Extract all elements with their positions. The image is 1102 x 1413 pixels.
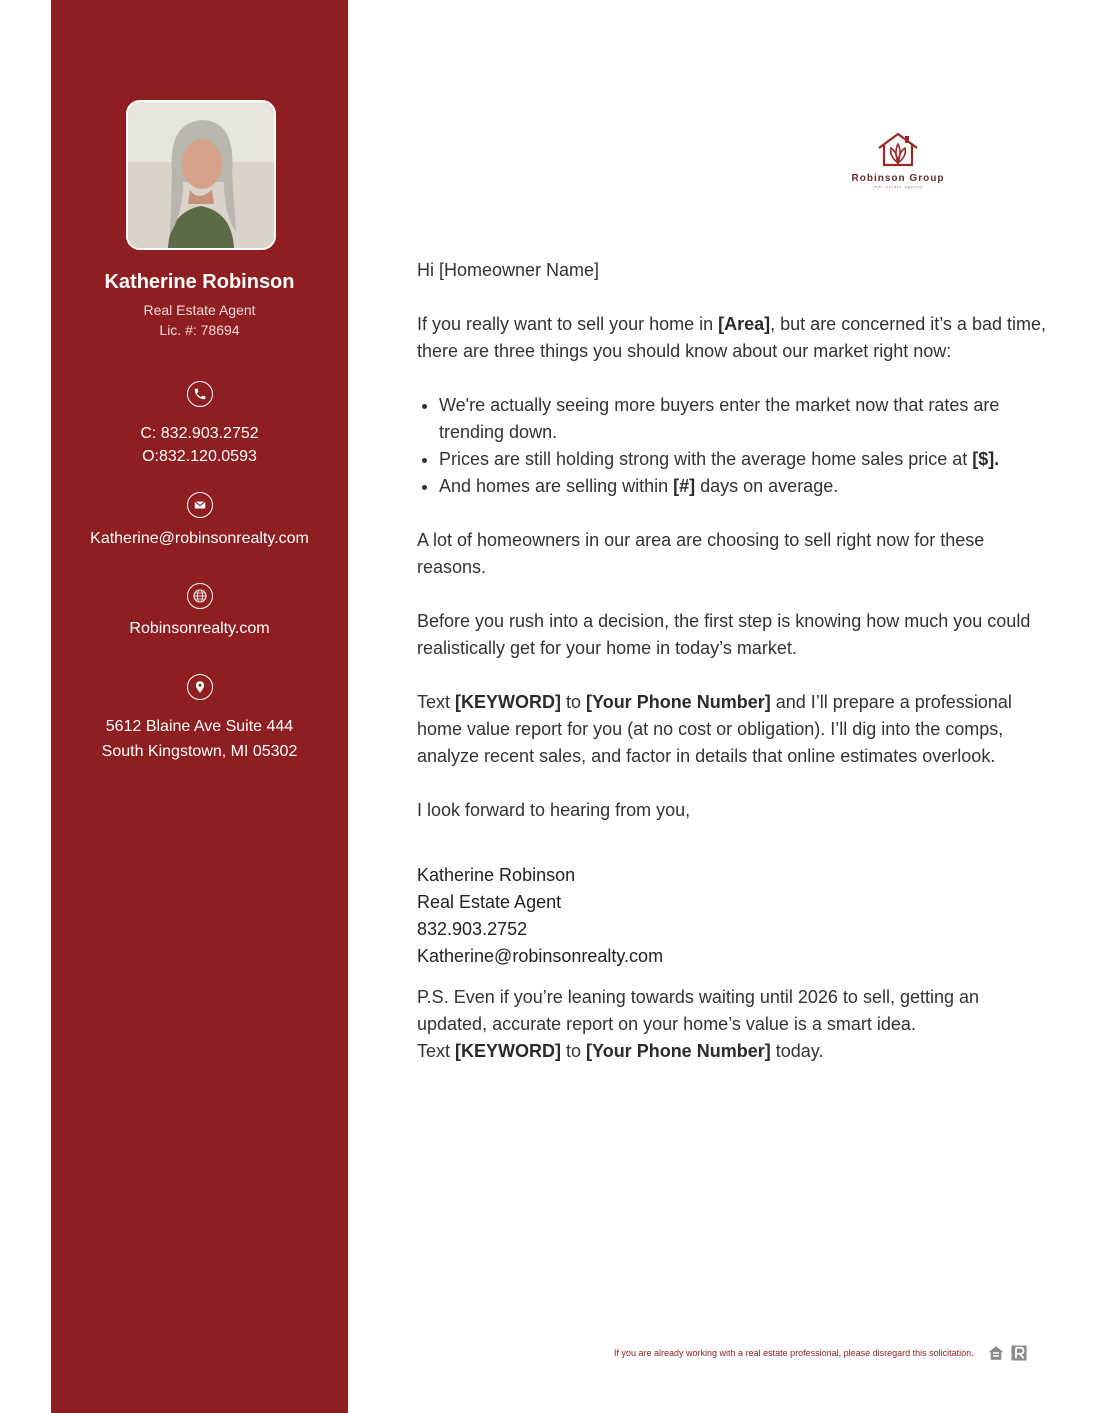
ps-keyword: [KEYWORD] [455, 1041, 562, 1061]
closing: I look forward to hearing from you, [417, 800, 691, 820]
agent-photo [126, 100, 276, 250]
equal-housing-icon [987, 1344, 1005, 1367]
logo-tagline: real estate agency [872, 184, 924, 189]
address-line1: 5612 Blaine Ave Suite 444 [105, 718, 294, 735]
sig-email[interactable]: Katherine@robinsonrealty.com [417, 946, 664, 966]
keyword-placeholder: [KEYWORD] [455, 692, 562, 712]
ps-cta: Text [KEYWORD] to [Your Phone Number] today. [417, 1041, 824, 1061]
agent-name: Katherine Robinson [104, 271, 295, 293]
sig-phone[interactable]: 832.903.2752 [417, 919, 528, 939]
sidebar [51, 0, 348, 1413]
phone-placeholder: [Your Phone Number] [586, 692, 771, 712]
reasons-paragraph: A lot of homeowners in our area are choosing to sell right now for these reasons. [417, 530, 985, 577]
ps-text: P.S. Even if you’re leaning towards waiting until 2026 to sell, getting an updated, accurate report on your home’s value is a smart idea. [417, 987, 980, 1034]
bullet-days: • And homes are selling within [#] days on average. [439, 473, 1047, 500]
sidebar-email[interactable]: Katherine@robinsonrealty.com [90, 530, 309, 547]
decision-paragraph: Before you rush into a decision, the first step is knowing how much you could realistically get for your home in today’s market. [417, 611, 1031, 658]
phone-cell[interactable]: C: 832.903.2752 [140, 425, 259, 442]
intro-text-2: , but are concerned it’s a bad time, there are three things you should know about our market right now: [417, 314, 1046, 361]
location-pin-icon [187, 674, 213, 700]
bullet-buyers: • We're actually seeing more buyers enter the market now that rates are trending down. [439, 392, 1047, 446]
agent-title: Real Estate Agent [143, 302, 256, 318]
company-logo [848, 132, 948, 190]
signature-block [417, 862, 1047, 970]
ps-phone-placeholder: [Your Phone Number] [586, 1041, 771, 1061]
logo-name: Robinson Group [851, 173, 945, 184]
agent-license: Lic. #: 78694 [159, 322, 240, 338]
sidebar-website[interactable]: Robinsonrealty.com [129, 620, 270, 637]
price-placeholder: [$]. [972, 449, 1000, 469]
phone-office[interactable]: O:832.120.0593 [142, 448, 257, 465]
intro-paragraph [417, 311, 1047, 365]
area-placeholder: [Area] [718, 314, 771, 334]
phone-icon [187, 381, 213, 407]
realtor-icon [1010, 1344, 1028, 1367]
globe-icon [187, 583, 213, 609]
report-paragraph: Text [KEYWORD] to [Your Phone Number] and I’ll prepare a professional home value report for you (at no cost or obligation). I’ll dig into the comps, analyze recent sales, and factor in details that online estimates overlook. [417, 692, 1012, 766]
house-icon [875, 132, 921, 168]
greeting: Hi [Homeowner Name] [417, 260, 600, 280]
footer-disclaimer: If you are already working with a real estate professional, please disregard this solicitation. [614, 1348, 974, 1358]
sig-title: Real Estate Agent [417, 892, 562, 912]
letter-body [417, 257, 1047, 1065]
market-bullets [417, 392, 1047, 500]
address-line2: South Kingstown, MI 05302 [101, 743, 298, 760]
postscript [417, 984, 1047, 1065]
sig-name: Katherine Robinson [417, 865, 576, 885]
email-icon [187, 492, 213, 518]
days-placeholder: [#] [673, 476, 696, 496]
bullet-prices: • Prices are still holding strong with the average home sales price at [$]. [439, 446, 1047, 473]
intro-text-1: If you really want to sell your home in [417, 314, 719, 334]
